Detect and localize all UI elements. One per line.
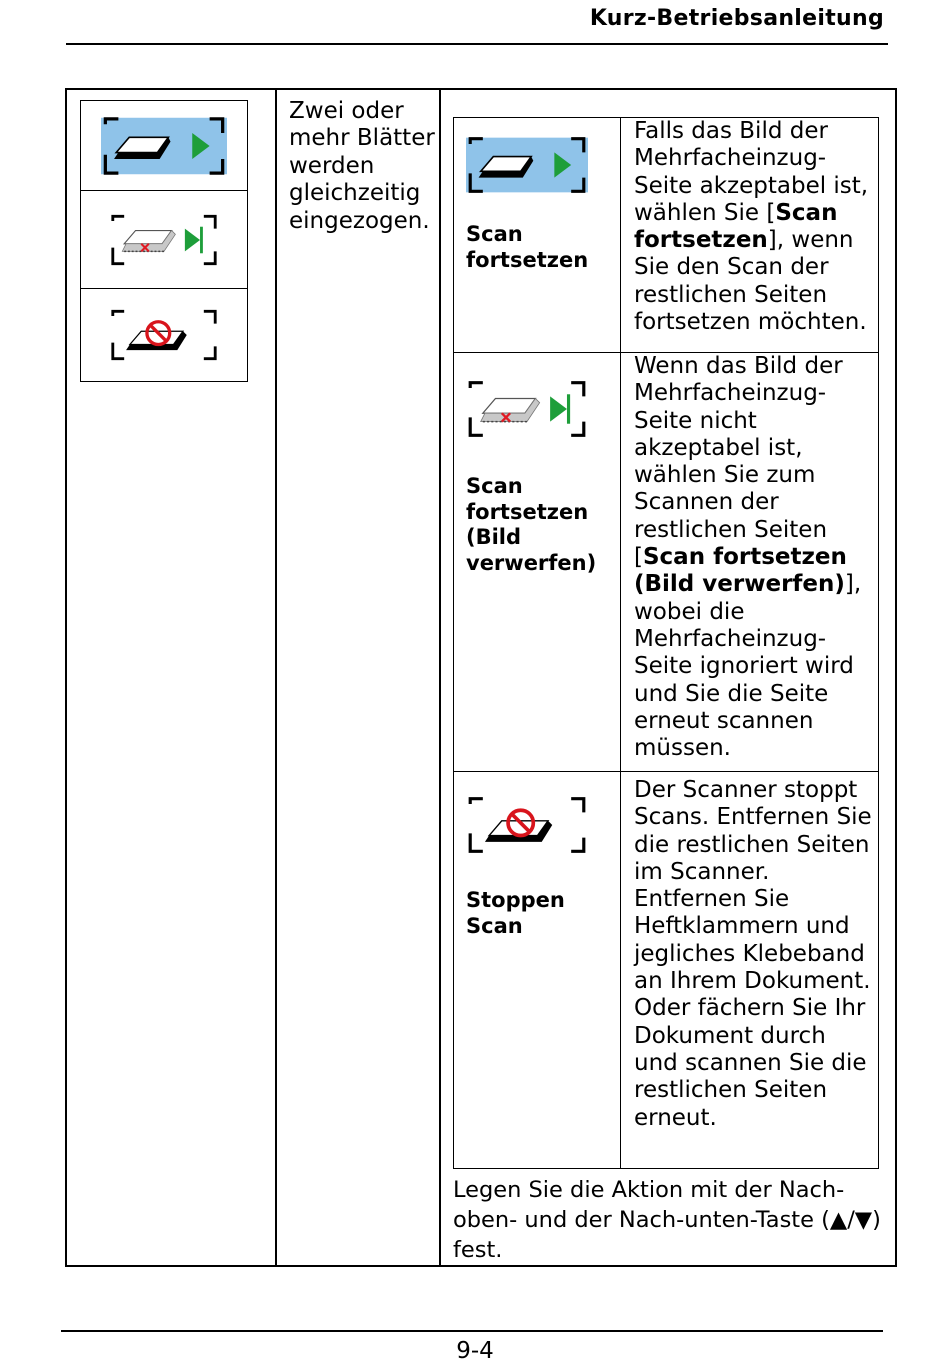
option-description-text: Falls das Bild der Mehrfacheinzug-Seite akzeptabel ist, wählen Sie [	[634, 118, 869, 226]
options-table	[453, 117, 879, 1169]
stop-scan-icon	[109, 309, 219, 361]
multifeed-table	[65, 88, 897, 1267]
option-label: Stoppen Scan	[466, 888, 565, 938]
footer-rule	[61, 1330, 883, 1332]
scan-continue-discard-icon	[109, 212, 219, 268]
option-description	[634, 353, 874, 762]
option-description	[634, 118, 874, 336]
header-rule	[66, 43, 888, 45]
options-row-divider	[454, 771, 878, 772]
scan-continue-icon	[101, 113, 227, 179]
situation-text: Zwei oder mehr Blätter werden gleichzeitig eingezogen.	[289, 98, 435, 234]
option-label: Scan fortsetzen	[466, 222, 589, 272]
option-description-text: ], wenn Sie den Scan der restlichen Seiten fortsetzen möchten.	[634, 227, 867, 336]
column-divider	[439, 90, 441, 1265]
icon-stack	[80, 100, 248, 382]
option-description-text: Wenn das Bild der Mehrfacheinzug-Seite nicht akzeptabel ist, wählen Sie zum Scannen der restlichen Seiten [	[634, 353, 843, 571]
option-label: Scan fortsetzen (Bild verwerfen)	[466, 474, 597, 575]
option-description	[634, 777, 874, 1132]
icon-cell	[81, 288, 247, 381]
stop-scan-icon	[466, 796, 588, 854]
scan-continue-discard-icon	[466, 379, 588, 439]
option-description-text: Der Scanner stoppt Scans. Entfernen Sie die restlichen Seiten im Scanner. Entfernen Sie Heftklammern und jegliches Klebeband an Ihrem Dokument. Oder fächern Sie Ihr Dokument durch und scannen Sie die restlichen Seiten erneut.	[634, 777, 872, 1131]
scan-continue-icon	[466, 132, 588, 198]
instruction-text: Legen Sie die Aktion mit der Nach-oben- und der Nach-unten-Taste (▲/▼) fest.	[453, 1177, 881, 1263]
icon-cell	[81, 101, 247, 190]
options-column-divider	[620, 118, 621, 1168]
option-description-text: ], wobei die Mehrfacheinzug-Seite ignoriert wird und Sie die Seite erneut scannen müssen.	[634, 571, 862, 762]
column-divider	[275, 90, 277, 1265]
icon-cell	[81, 190, 247, 288]
option-description-bold: Scan fortsetzen	[634, 199, 838, 254]
option-description-bold: Scan fortsetzen (Bild verwerfen)	[634, 544, 847, 598]
page-header-title: Kurz-Betriebsanleitung	[589, 6, 884, 31]
page-number: 9-4	[456, 1338, 494, 1364]
